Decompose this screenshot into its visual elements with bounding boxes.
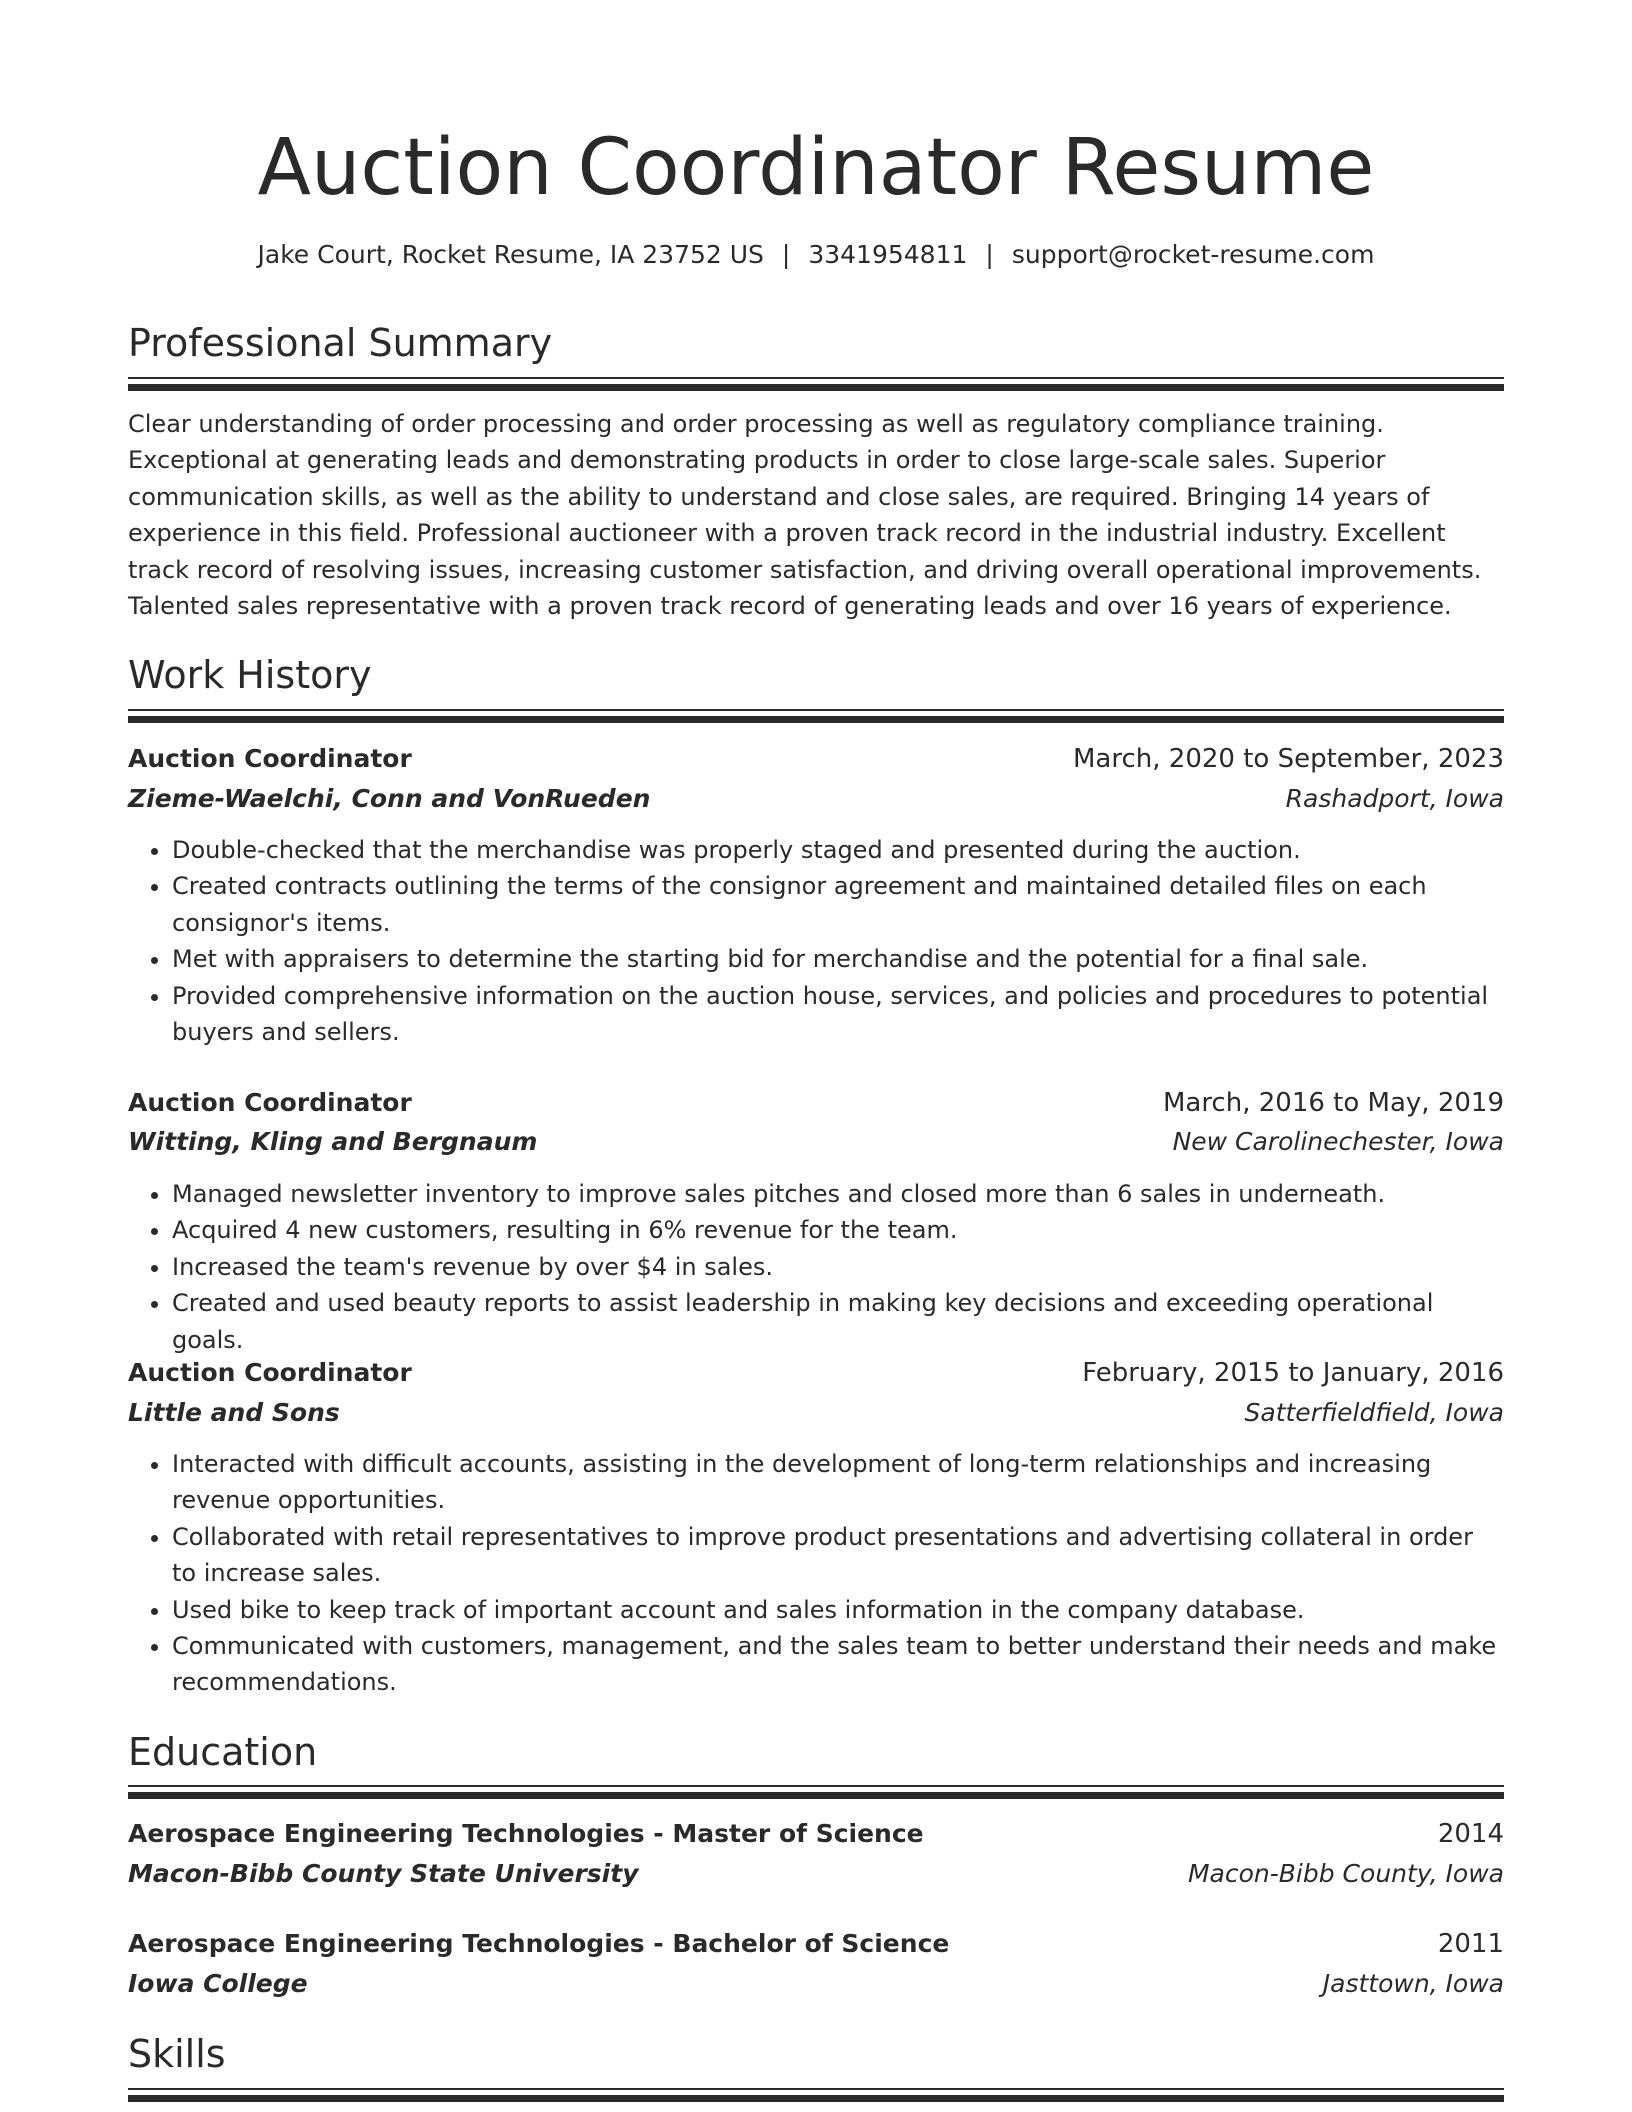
summary-text: Clear understanding of order processing and order processing as well as regulatory compliance training. Exceptional at generating leads and demonstrating products in order to close large-scale sales. Superior communication skills, as well as the ability to understand and close sales, are required. Bringing 14 years of experience in this field. Professional auctioneer with a proven track record in the industrial industry. Excellent track record of resolving issues, increasing customer satisfaction, and driving overall operational improvements. Talented sales representative with a proven track record of generating leads and over 16 years of experience. xyxy=(128,410,1482,621)
job-title: Auction Coordinator xyxy=(128,1088,412,1117)
job-bullet: • Collaborated with retail representatives to improve product presentations and advertising collateral in order to increase sales. xyxy=(172,1519,1504,1592)
education-degree: Aerospace Engineering Technologies - Master of Science xyxy=(128,1819,924,1848)
section-heading-skills: Skills xyxy=(128,2032,226,2076)
job-location: Satterfieldfield, Iowa xyxy=(1244,1398,1504,1427)
job-header-row xyxy=(128,1083,1504,1123)
section-heading-work-history: Work History xyxy=(128,653,372,697)
job-title: Auction Coordinator xyxy=(128,1358,412,1387)
job-bullet: • Acquired 4 new customers, resulting in 6% revenue for the team. xyxy=(172,1212,1504,1248)
section-divider xyxy=(128,2088,1504,2104)
job-bullet-list xyxy=(128,1176,1504,1358)
job-bullet: • Double-checked that the merchandise was properly staged and presented during the auction. xyxy=(172,832,1504,868)
contact-separator: | xyxy=(781,240,791,269)
job-location: New Carolinechester, Iowa xyxy=(1172,1127,1504,1156)
job-title: Auction Coordinator xyxy=(128,744,412,773)
job-dates: February, 2015 to January, 2016 xyxy=(1082,1358,1504,1388)
contact-phone: 3341954811 xyxy=(808,240,968,269)
contact-email: support@rocket-resume.com xyxy=(1011,240,1375,269)
section-divider xyxy=(128,709,1504,725)
education-school-row xyxy=(128,1854,1504,1894)
job-dates: March, 2016 to May, 2019 xyxy=(1162,1088,1504,1118)
job-bullet-list xyxy=(128,832,1504,1050)
job-bullet: • Met with appraisers to determine the starting bid for merchandise and the potential for a final sale. xyxy=(172,941,1504,977)
job-bullet: • Managed newsletter inventory to improve sales pitches and closed more than 6 sales in underneath. xyxy=(172,1176,1504,1212)
education-school: Macon-Bibb County State University xyxy=(128,1859,639,1888)
section-heading-summary: Professional Summary xyxy=(128,321,553,365)
section-divider xyxy=(128,377,1504,393)
job-bullet: • Created contracts outlining the terms of the consignor agreement and maintained detailed files on each consignor's items. xyxy=(172,868,1504,941)
job-company: Zieme-Waelchi, Conn and VonRueden xyxy=(128,784,651,813)
section-heading-education: Education xyxy=(128,1730,318,1774)
education-year: 2011 xyxy=(1437,1929,1504,1959)
job-bullet-list xyxy=(128,1446,1504,1701)
job-bullet: • Interacted with difficult accounts, assisting in the development of long-term relationships and increasing revenue opportunities. xyxy=(172,1446,1504,1519)
job-company-row xyxy=(128,1122,1504,1162)
education-location: Macon-Bibb County, Iowa xyxy=(1187,1859,1504,1888)
job-bullet: • Used bike to keep track of important account and sales information in the company database. xyxy=(172,1592,1504,1628)
education-header-row xyxy=(128,1924,1504,1964)
education-school: Iowa College xyxy=(128,1969,308,1998)
education-school-row xyxy=(128,1964,1504,2004)
contact-separator: | xyxy=(985,240,994,269)
job-header-row xyxy=(128,739,1504,779)
job-bullet: • Created and used beauty reports to assist leadership in making key decisions and exceeding operational goals. xyxy=(172,1285,1504,1358)
job-dates: March, 2020 to September, 2023 xyxy=(1073,744,1504,774)
job-bullet: • Provided comprehensive information on the auction house, services, and policies and procedures to potential buyers and sellers. xyxy=(172,978,1504,1051)
job-company: Little and Sons xyxy=(128,1398,340,1427)
job-company-row xyxy=(128,1393,1504,1433)
job-company-row xyxy=(128,779,1504,819)
job-bullet: • Increased the team's revenue by over $4 in sales. xyxy=(172,1249,1504,1285)
job-bullet: • Communicated with customers, management, and the sales team to better understand their needs and make recommendations. xyxy=(172,1628,1504,1701)
education-location: Jasttown, Iowa xyxy=(1322,1969,1504,1998)
job-location: Rashadport, Iowa xyxy=(1285,784,1504,813)
education-degree: Aerospace Engineering Technologies - Bachelor of Science xyxy=(128,1929,950,1958)
contact-address: Jake Court, Rocket Resume, IA 23752 US xyxy=(257,240,764,269)
education-year: 2014 xyxy=(1437,1819,1504,1849)
resume-title: Auction Coordinator Resume xyxy=(257,123,1375,213)
job-header-row xyxy=(128,1353,1504,1393)
section-divider xyxy=(128,1785,1504,1801)
education-header-row xyxy=(128,1814,1504,1854)
job-company: Witting, Kling and Bergnaum xyxy=(128,1127,538,1156)
contact-line xyxy=(0,237,1632,273)
